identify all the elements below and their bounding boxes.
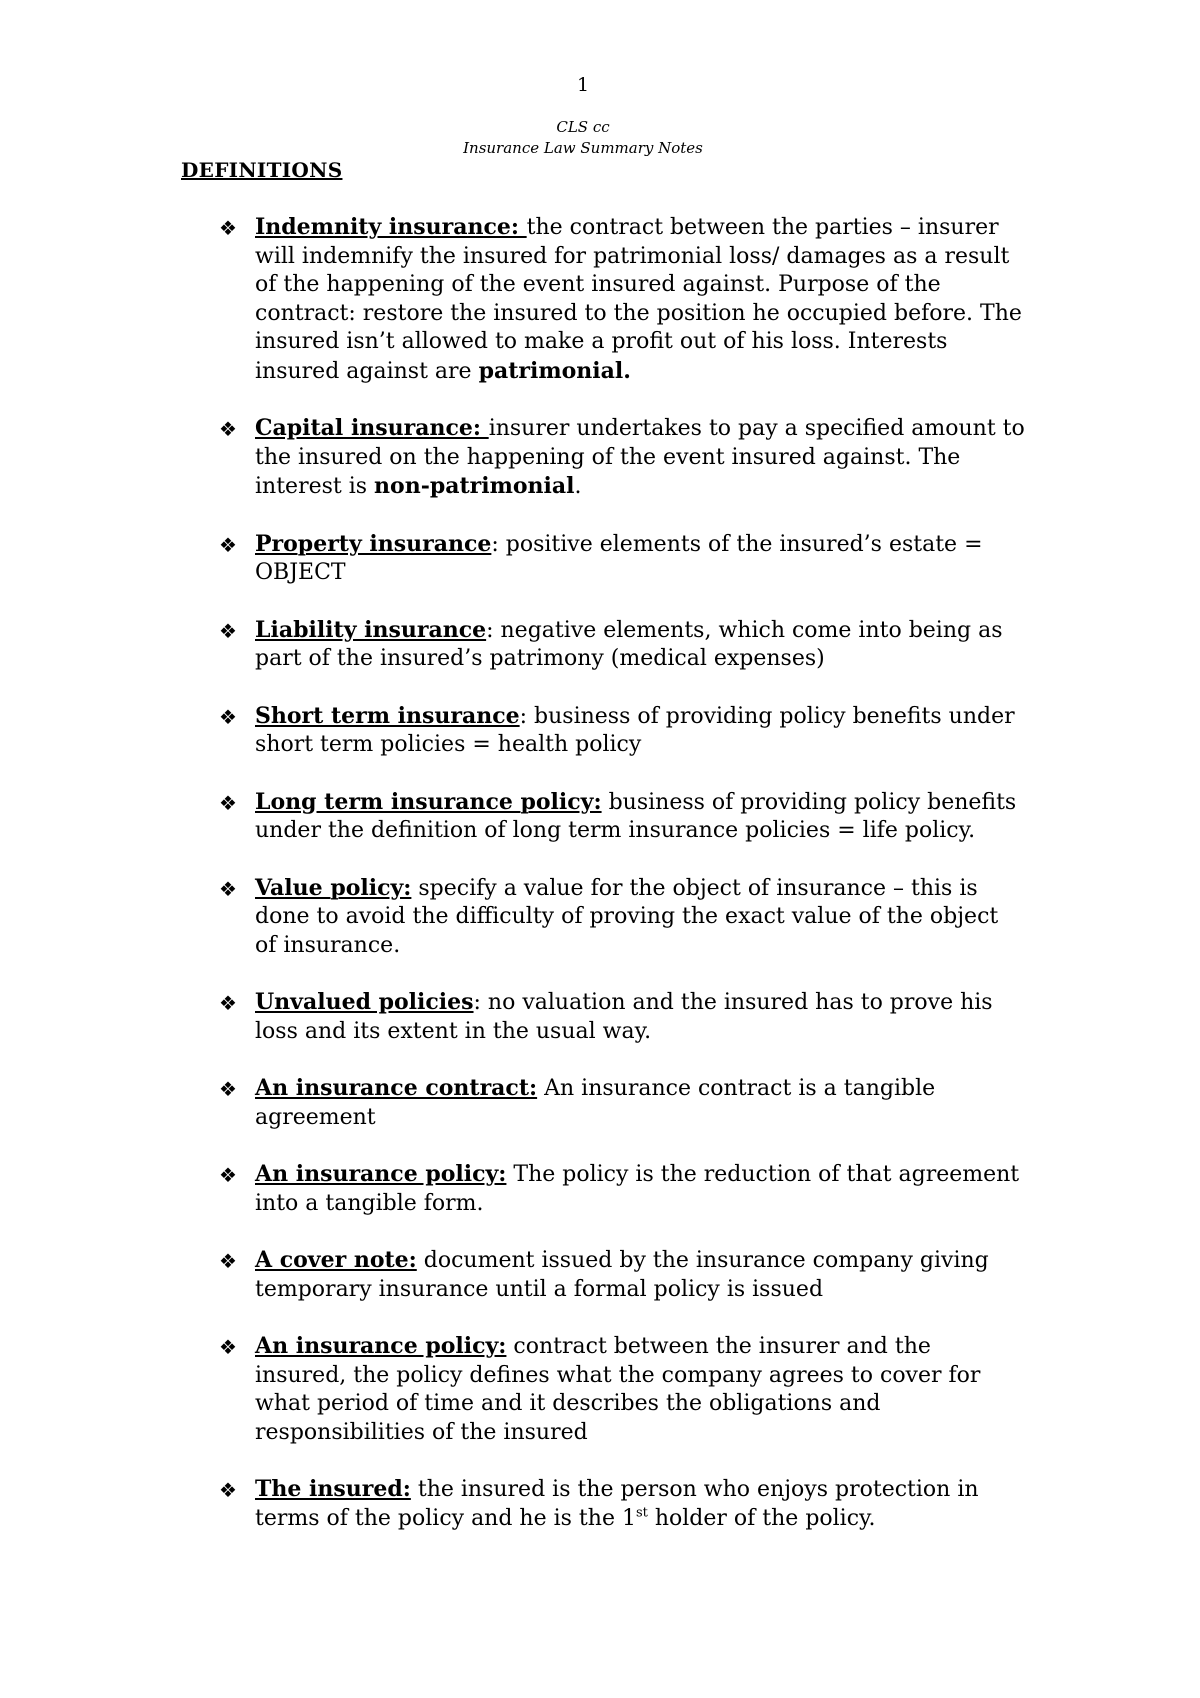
definition-item	[0, 702, 1025, 760]
definition-text: The policy is the reduction of that agreement into a tangible form.	[255, 1162, 1020, 1216]
definition-text: : negative elements, which come into being as part of the insured’s patrimony (medical expenses)	[255, 617, 1003, 671]
section-heading: DEFINITIONS	[181, 158, 343, 182]
definition-term: An insurance contract:	[255, 1075, 538, 1101]
definition-term: An insurance policy:	[255, 1333, 507, 1359]
diamond-bullet-icon: ❖	[219, 417, 237, 441]
page-number: 1	[576, 74, 590, 96]
diamond-bullet-icon: ❖	[219, 1335, 237, 1359]
diamond-bullet-icon: ❖	[219, 1478, 237, 1502]
definition-item	[0, 988, 1025, 1046]
diamond-bullet-icon: ❖	[219, 1077, 237, 1101]
definition-term: A cover note:	[255, 1247, 417, 1273]
diamond-bullet-icon: ❖	[219, 991, 237, 1015]
definition-item	[0, 1074, 1025, 1132]
diamond-bullet-icon: ❖	[219, 1163, 237, 1187]
definition-item	[0, 213, 1025, 386]
definition-text: contract between the insurer and the insured, the policy defines what the company agrees to cover for what period of time and it describes the obligations and responsibilities of the insured	[255, 1334, 981, 1445]
definition-text: the contract between the parties – insurer will indemnify the insured for patrimonial loss/ damages as a result of the happening of the event insured against. Purpose of the contract: restore the insured to the position he occupied before. The insured isn’t allowed to make a profit out of his loss. Interests insured against are	[255, 215, 1022, 384]
definition-term: Indemnity insurance:	[255, 214, 527, 240]
definition-term: Long term insurance policy:	[255, 788, 602, 815]
definition-item	[0, 530, 1025, 588]
header-title: Insurance Law Summary Notes	[463, 139, 703, 157]
definition-term: The insured:	[255, 1476, 411, 1502]
definitions-list	[0, 213, 1200, 1561]
definition-text: : business of providing policy benefits under short term policies = health policy	[255, 703, 1015, 757]
definition-text: specify a value for the object of insurance – this is done to avoid the difficulty of proving the exact value of the object of insurance.	[255, 875, 999, 958]
definition-item	[0, 1160, 1025, 1218]
definition-emphasis: non-patrimonial	[374, 473, 575, 499]
definition-term: Capital insurance:	[255, 415, 489, 441]
diamond-bullet-icon: ❖	[219, 790, 237, 815]
definition-term: An insurance policy:	[255, 1161, 507, 1187]
definition-text: insurer undertakes to pay a specified amount to the insured on the happening of the event insured against. The interest is	[255, 416, 1025, 499]
header-company: CLS cc	[556, 118, 610, 136]
ordinal-superscript: st	[635, 1505, 648, 1521]
diamond-bullet-icon: ❖	[219, 618, 237, 643]
definition-term: Short term insurance	[255, 702, 520, 729]
definition-item	[0, 1246, 1025, 1304]
diamond-bullet-icon: ❖	[219, 1249, 237, 1273]
document-header	[0, 117, 1166, 159]
definition-item	[0, 1332, 1025, 1447]
definition-text: : no valuation and the insured has to prove his loss and its extent in the usual way.	[255, 990, 993, 1044]
definition-term: Unvalued policies	[255, 989, 474, 1015]
definition-term: Value policy:	[255, 874, 412, 901]
definition-item	[0, 414, 1025, 502]
definition-term: Liability insurance	[255, 616, 487, 643]
diamond-bullet-icon: ❖	[219, 704, 237, 729]
definition-text: business of providing policy benefits under the definition of long term insurance policies = life policy.	[255, 789, 1017, 843]
definition-term: Property insurance	[255, 530, 492, 557]
definition-item	[0, 788, 1025, 846]
definition-text: the insured is the person who enjoys protection in terms of the policy and he is the 1	[255, 1477, 979, 1531]
definition-text: document issued by the insurance company giving temporary insurance until a formal policy is issued	[255, 1248, 989, 1302]
definition-item	[0, 1475, 1025, 1533]
diamond-bullet-icon: ❖	[219, 876, 237, 901]
definition-text: : positive elements of the insured’s estate = OBJECT	[255, 531, 983, 585]
diamond-bullet-icon: ❖	[219, 532, 237, 557]
definition-emphasis: patrimonial.	[478, 357, 631, 384]
diamond-bullet-icon: ❖	[219, 216, 237, 240]
definition-tail: .	[574, 474, 582, 499]
definition-item	[0, 616, 1025, 674]
definition-text: An insurance contract is a tangible agreement	[255, 1076, 936, 1130]
definition-item	[0, 874, 1025, 961]
definition-tail: holder of the policy.	[647, 1505, 876, 1531]
